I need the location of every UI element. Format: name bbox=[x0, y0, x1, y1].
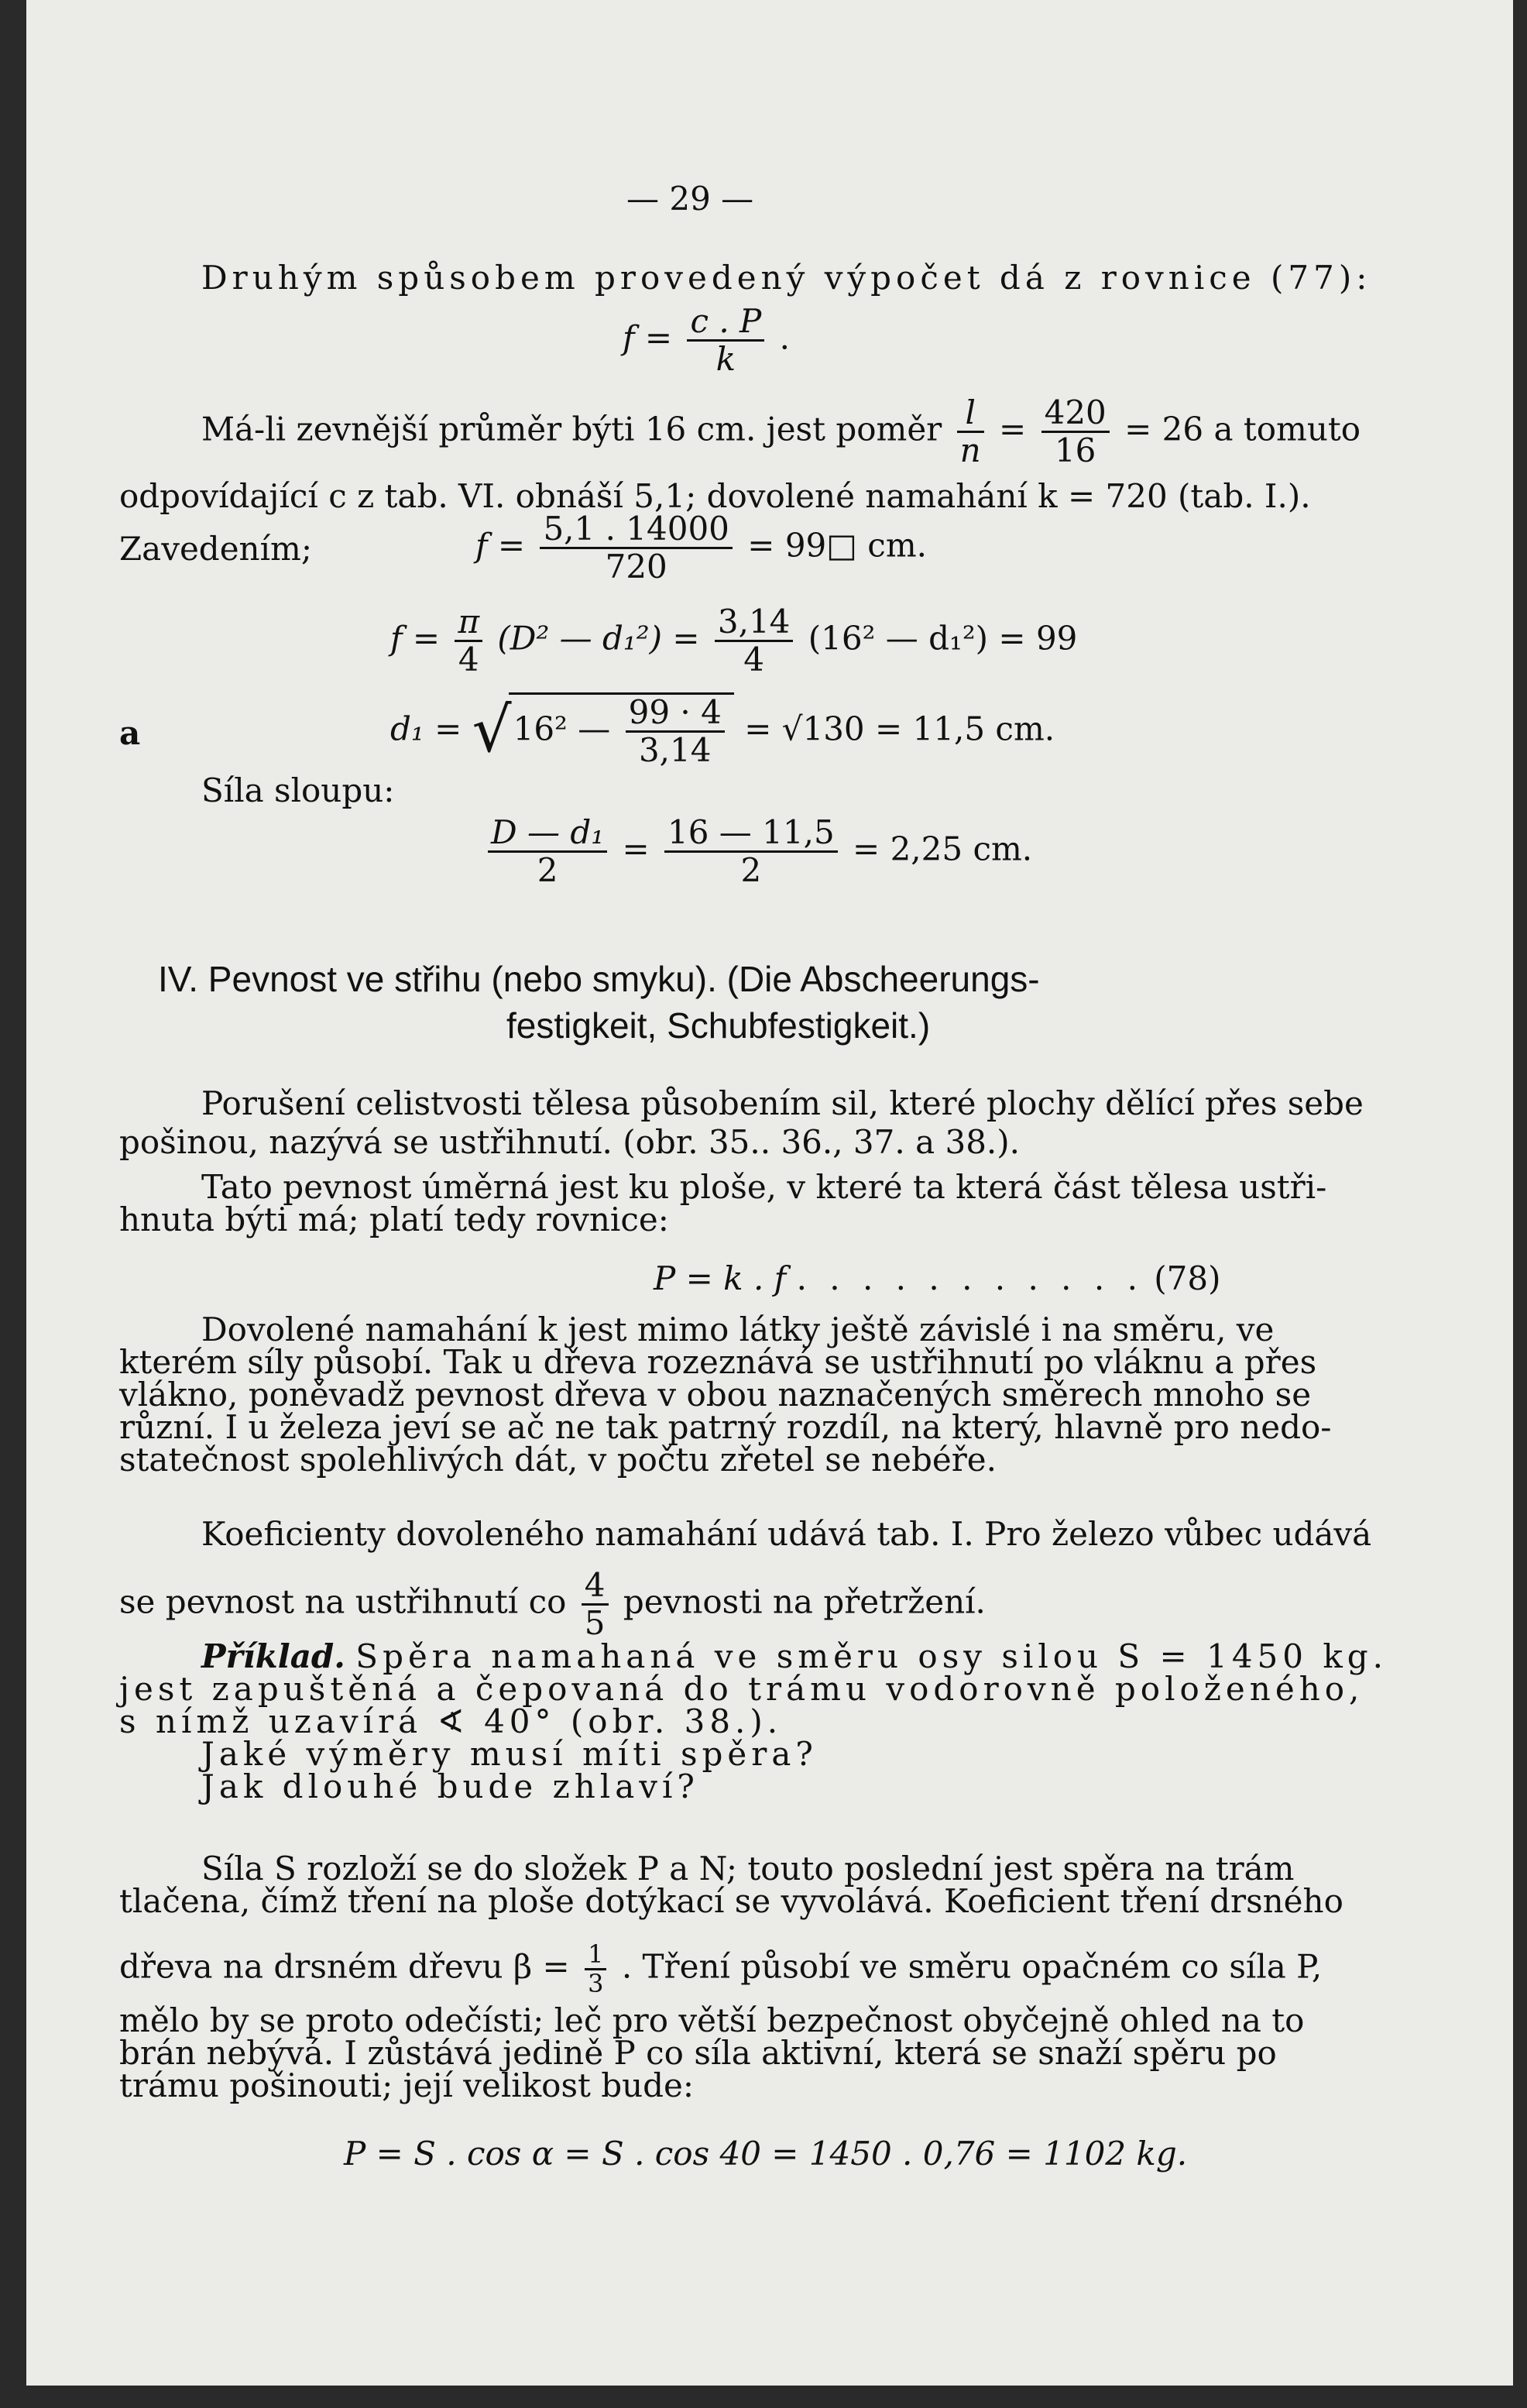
book-page bbox=[26, 0, 1513, 2386]
equation-78: P = k . f . . . . . . . . . . . (78) bbox=[654, 1259, 1221, 1297]
line-odpov: odpovídající c z tab. VI. obnáší 5,1; dovolené namahání k = 720 (tab. I.). bbox=[119, 477, 1311, 515]
fraction: $\frac{c . P}{k}$ bbox=[687, 304, 764, 377]
heading-line-1: IV. Pevnost ve střihu (nebo smyku). (Die Abscheerungs- bbox=[158, 959, 1040, 999]
equation-zavedenim: f = $\frac{5,1 . 14000}{720}$ = 99□ cm. bbox=[475, 510, 927, 586]
equation-area: f = $\frac{\pi}{4}$ (D² — d₁²) = $\frac{3,14}{4}$ (16² — d₁²) = 99 bbox=[390, 603, 1078, 679]
paragraph-5: Síla S rozloží se do složek P a N; touto poslední jest spěra na trám tlačena, čímž tření na ploše dotýkací se vyvolává. Koeficient tření drsného bbox=[119, 1850, 1343, 1920]
sila-label: Síla sloupu: bbox=[201, 771, 395, 809]
paragraph-1: Porušení celistvosti tělesa působením sil, které plochy dělící přes sebe pošinou, nazývá se ustřihnutí. (obr. 35.. 36., 37. a 38.). bbox=[119, 1084, 1364, 1161]
equation-sila: $\frac{\text{D — d₁}}{2}$ = $\frac{16 — 11,5}{2}$ = 2,25 cm. bbox=[483, 815, 1032, 888]
paragraph-3: Dovolené namahání k jest mimo látky ještě závislé i na směru, ve kterém síly působí. Tak u dřeva rozeznává se ustřihnutí po vláknu a přes vlákno, poněvadž pevnost dřeva v obou naznačených směrech mnoho se různí. I u železa jeví se ač ne tak patrný rozdíl, na který, hlavně pro nedo- statečnost spolehlivých dát, v počtu zřetel se nebéře. bbox=[119, 1310, 1332, 1479]
radicand: 16² — $\frac{99 \cdot 4}{3,14}$ bbox=[509, 692, 734, 768]
equation-f: f = $\frac{c . P}{k}$ . bbox=[623, 302, 791, 379]
paragraph-4-line-2: se pevnost na ustřihnutí co $\frac{4}{5}$ pevnosti na přetržení. bbox=[119, 1566, 986, 1643]
paragraph-5-tail: mělo by se proto odečísti; leč pro větší bezpečnost obyčejně ohled na to brán nebývá. I zůstává jedině P co síla aktivní, která se snaží spěru po trámu pošinouti; její velikost bude: bbox=[119, 2001, 1305, 2104]
zavedenim-label: Zavedením; bbox=[119, 530, 313, 568]
line-mali: Má-li zevnější průměr býti 16 cm. jest poměr $\frac{l}{n}$ = $\frac{420}{16}$ = 26 a tomuto bbox=[201, 393, 1361, 470]
section-heading bbox=[158, 956, 1319, 1049]
example-block: Příklad. Spěra namahaná ve směru osy silou S = 1450 kg. jest zapuštěná a čepovaná do trámu vodorovně položeného, s nímž uzavírá ∢ 40° (obr. 38.). Jaké výměry musí míti spěra? Jak dlouhé bude zhlaví? bbox=[119, 1637, 1388, 1805]
paragraph-2: Tato pevnost úměrná jest ku ploše, v které ta která část tělesa ustři- hnuta býti má; platí tedy rovnice: bbox=[119, 1168, 1327, 1238]
paragraph-5-line-3: dřeva na drsném dřevu β = $\frac{1}{3}$ . Tření působí ve směru opačném co síla P, bbox=[119, 1939, 1323, 1999]
equation-d1: d₁ = √16² — $\frac{99 \cdot 4}{3,14}$ = √130 = 11,5 cm. bbox=[390, 693, 1055, 770]
heading-line-2: festigkeit, Schubfestigkeit.) bbox=[506, 1005, 931, 1046]
intro-line: Druhým spůsobem provedený výpočet dá z rovnice (77): bbox=[201, 259, 1372, 297]
page-number: — 29 — bbox=[626, 180, 754, 218]
label-a: a bbox=[119, 714, 141, 752]
final-equation: P = S . cos α = S . cos 40 = 1450 . 0,76 = 1102 kg. bbox=[344, 2135, 1188, 2173]
paragraph-4-line-1: Koeficienty dovoleného namahání udává tab. I. Pro železo vůbec udává bbox=[201, 1515, 1372, 1553]
